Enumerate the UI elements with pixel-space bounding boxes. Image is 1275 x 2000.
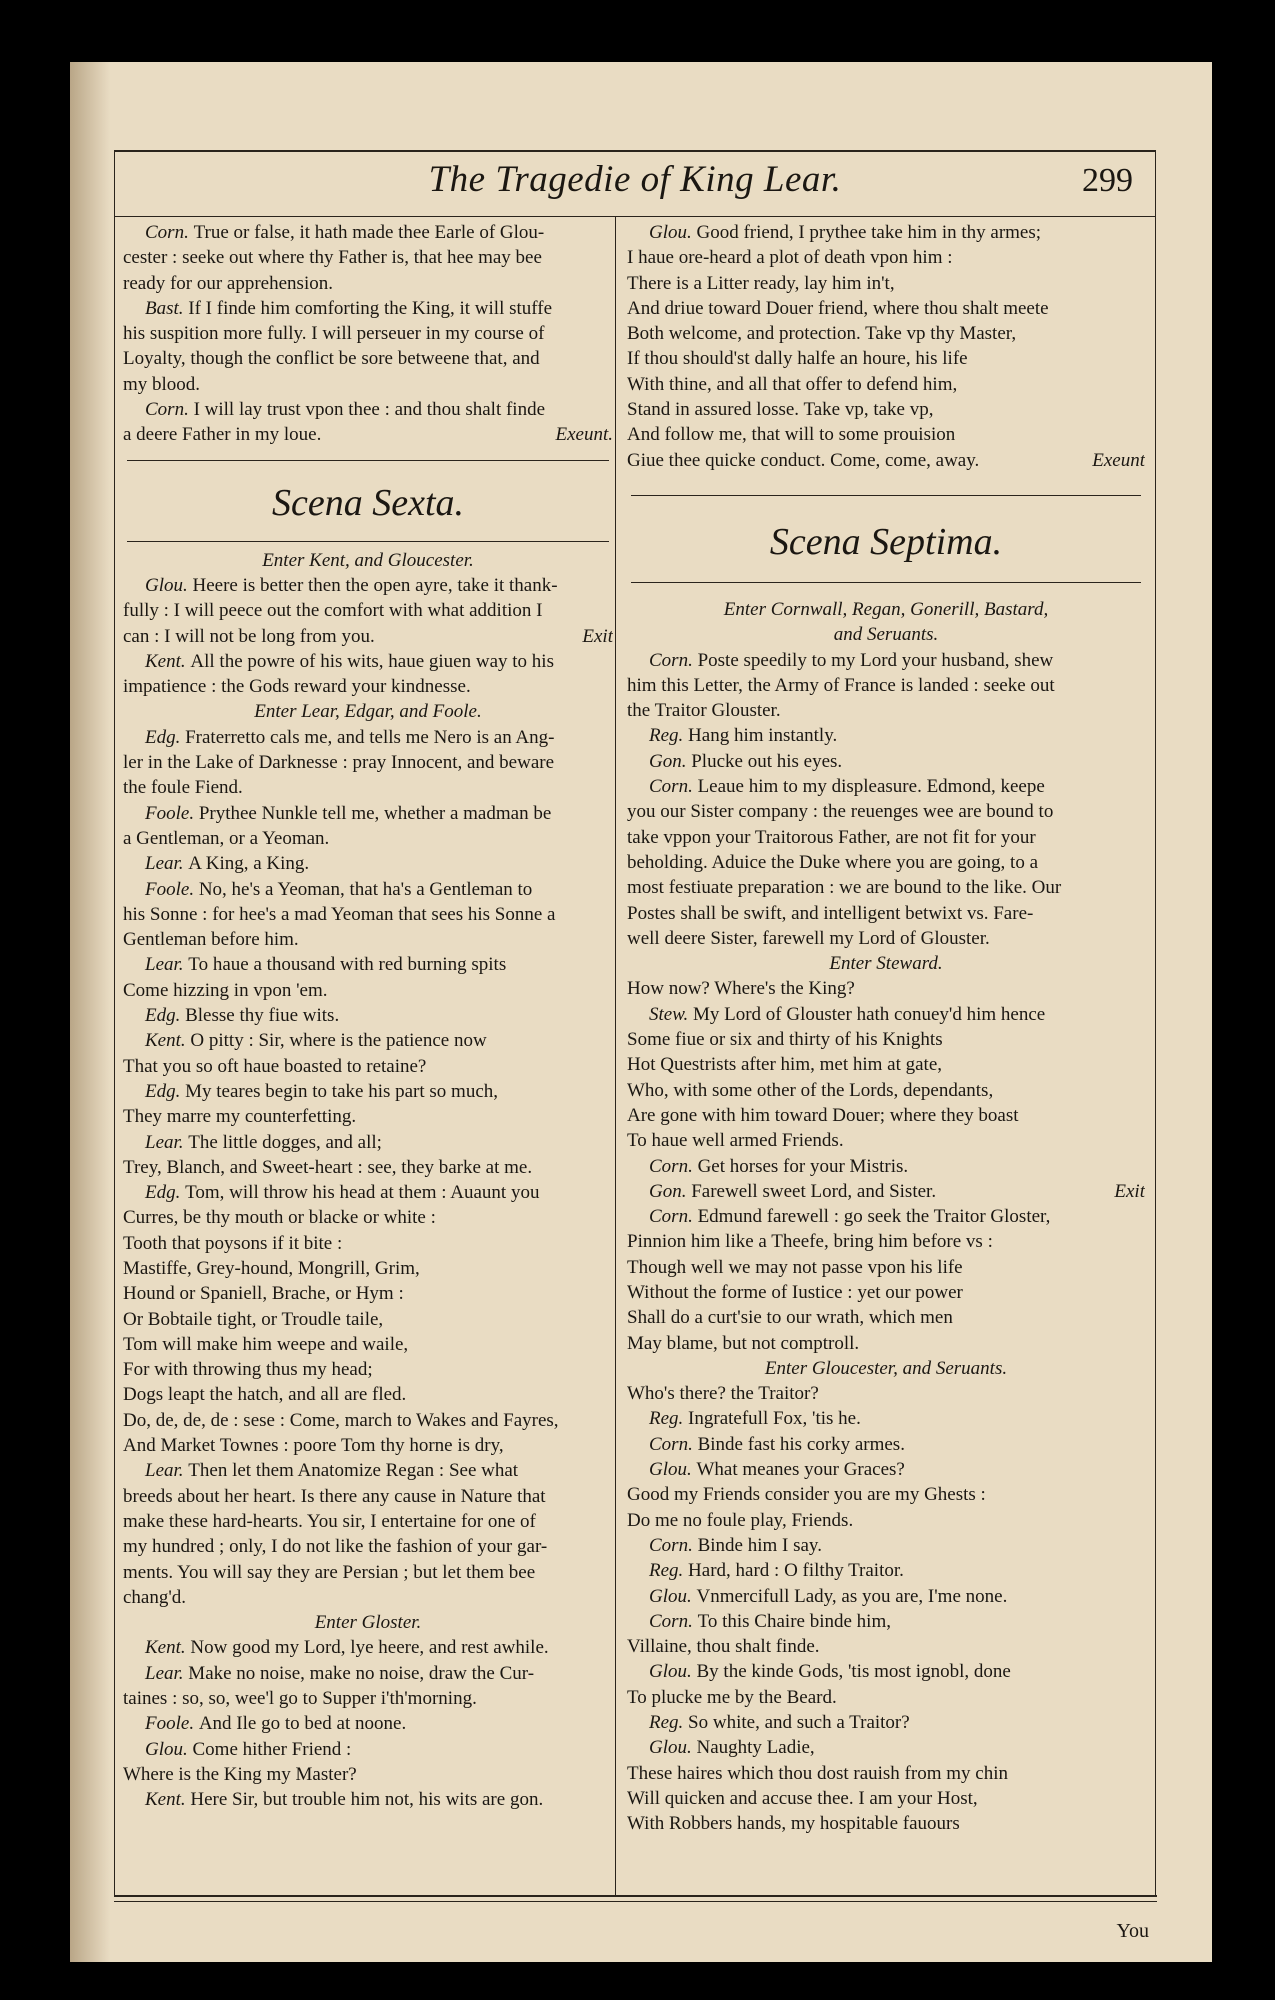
- line-text: chang'd.: [123, 1586, 187, 1608]
- text-line: [627, 1179, 1145, 1204]
- text-line: [627, 1204, 1145, 1229]
- text-line: [627, 1533, 1145, 1558]
- line-text: Naughty Ladie,: [696, 1737, 815, 1759]
- line-text: Binde him I say.: [697, 1534, 822, 1556]
- text-line: [627, 1609, 1145, 1634]
- text-line: [123, 649, 613, 674]
- right-column: [627, 220, 1145, 1837]
- text-line: [123, 674, 613, 699]
- text-line: [123, 725, 613, 750]
- text-line: [123, 952, 613, 977]
- line-text: To this Chaire binde him,: [697, 1610, 891, 1632]
- text-line: [123, 801, 613, 826]
- text-line: [627, 1406, 1145, 1431]
- speaker-prefix: Lear.: [145, 1662, 189, 1684]
- speaker-prefix: Glou.: [145, 574, 193, 596]
- line-text: his Sonne : for hee's a mad Yeoman that sees his Sonne a: [123, 903, 556, 925]
- line-text: taines : so, so, wee'l go to Supper i'th'morning.: [123, 1688, 477, 1710]
- text-line: [123, 1762, 613, 1787]
- text-line: [123, 1357, 613, 1382]
- line-text: I will lay trust vpon thee : and thou shalt finde: [193, 399, 546, 421]
- line-text: May blame, but not comptroll.: [627, 1332, 860, 1354]
- line-text: Tooth that poysons if it bite :: [123, 1232, 343, 1254]
- line-text: Come hither Friend :: [192, 1738, 352, 1760]
- line-text: most festiuate preparation : we are bound to the like. Our: [627, 877, 1062, 899]
- catchword: You: [1116, 1920, 1149, 1942]
- text-line: [627, 296, 1145, 321]
- text-line: [627, 1255, 1145, 1280]
- text-line: [627, 397, 1145, 422]
- line-text: To plucke me by the Beard.: [627, 1686, 837, 1708]
- line-text: And Ile go to bed at noone.: [198, 1713, 407, 1735]
- line-text: What meanes your Graces?: [696, 1459, 905, 1481]
- text-line: [123, 1711, 613, 1736]
- speaker-prefix: Stew.: [649, 1003, 693, 1025]
- speaker-prefix: Glou.: [649, 1585, 697, 1607]
- line-text: Come hizzing in vpon 'em.: [123, 979, 328, 1001]
- line-text: Ingratefull Fox, 'tis he.: [688, 1408, 861, 1430]
- line-text: Binde fast his corky armes.: [697, 1433, 905, 1455]
- running-title: The Tragedie of King Lear.: [428, 159, 842, 200]
- text-line: [627, 1154, 1145, 1179]
- speaker-prefix: Corn.: [145, 222, 194, 243]
- text-line: [123, 1054, 613, 1079]
- text-line: [627, 1128, 1145, 1153]
- text-line: [627, 1280, 1145, 1305]
- text-line: [627, 926, 1145, 951]
- speaker-prefix: Corn.: [649, 1433, 698, 1455]
- text-line: [123, 1509, 613, 1534]
- speaker-prefix: Edg.: [145, 726, 186, 748]
- text-line: [627, 976, 1145, 1001]
- line-text: That you so oft haue boasted to retaine?: [123, 1055, 427, 1077]
- line-text: Are gone with him toward Douer; where they boast: [627, 1104, 1019, 1126]
- page-number: 299: [1082, 162, 1133, 199]
- line-text: his suspition more fully. I will perseuer in my course of: [123, 323, 545, 345]
- text-line: [123, 750, 613, 775]
- line-text: There is a Litter ready, lay him in't,: [627, 272, 895, 294]
- left-block-1: [123, 220, 613, 448]
- text-line: [123, 1281, 613, 1306]
- text-line: [123, 927, 613, 952]
- text-line: [123, 346, 613, 371]
- line-text: Dogs leapt the hatch, and all are fled.: [123, 1384, 407, 1406]
- speaker-prefix: Gon.: [649, 750, 692, 772]
- text-line: [627, 1761, 1145, 1786]
- line-text: Both welcome, and protection. Take vp thy Master,: [627, 323, 1017, 345]
- text-line: [123, 1560, 613, 1585]
- line-text: can : I will not be long from you.: [123, 625, 375, 647]
- text-line: [123, 826, 613, 851]
- line-text: Who, with some other of the Lords, dependants,: [627, 1079, 994, 1101]
- speaker-prefix: Bast.: [145, 297, 189, 319]
- text-line: [627, 1229, 1145, 1254]
- text-line: [123, 851, 613, 876]
- line-text: For with throwing thus my head;: [123, 1359, 373, 1381]
- text-line: [627, 1002, 1145, 1027]
- text-line: [123, 1028, 613, 1053]
- text-line: [123, 1256, 613, 1281]
- line-text: Prythee Nunkle tell me, whether a madman be: [198, 802, 552, 824]
- scene-rule-top: [631, 495, 1141, 496]
- speaker-prefix: Corn.: [649, 649, 698, 671]
- text-line: [123, 296, 613, 321]
- line-text: Tom, will throw his head at them : Auaunt you: [185, 1182, 540, 1204]
- line-text: Hard, hard : O filthy Traitor.: [688, 1560, 904, 1582]
- text-line: [627, 321, 1145, 346]
- line-text: Though well we may not passe vpon his life: [627, 1256, 963, 1278]
- speaker-prefix: Lear.: [145, 1131, 189, 1153]
- speaker-prefix: Foole.: [145, 878, 199, 900]
- text-line: [627, 1027, 1145, 1052]
- line-text: True or false, it hath made thee Earle of Glou-: [193, 222, 545, 243]
- text-line: [627, 1482, 1145, 1507]
- line-text: Curres, be thy mouth or blacke or white :: [123, 1207, 436, 1229]
- line-text: Where is the King my Master?: [123, 1763, 357, 1785]
- speaker-prefix: Kent.: [145, 1030, 191, 1052]
- text-line: [627, 723, 1145, 748]
- text-line: [123, 422, 613, 447]
- line-text: the Traitor Glouster.: [627, 700, 781, 722]
- line-text: Some fiue or six and thirty of his Knights: [627, 1029, 943, 1051]
- line-text: ler in the Lake of Darknesse : pray Innocent, and beware: [123, 752, 555, 774]
- text-line: [627, 1710, 1145, 1735]
- line-text: If I finde him comforting the King, it will stuffe: [188, 297, 553, 319]
- text-line: [123, 1079, 613, 1104]
- line-text: To haue a thousand with red burning spits: [188, 954, 507, 976]
- text-line: [627, 1457, 1145, 1482]
- line-text: ments. You will say they are Persian ; but let them bee: [123, 1561, 536, 1583]
- speaker-prefix: Corn.: [649, 1610, 698, 1632]
- line-text: Fraterretto cals me, and tells me Nero is an Ang-: [185, 726, 555, 748]
- text-line: [123, 397, 613, 422]
- text-line: [123, 1382, 613, 1407]
- line-text: If thou should'st dally halfe an houre, his life: [627, 348, 968, 370]
- text-line: [123, 877, 613, 902]
- text-line: [123, 321, 613, 346]
- line-text: him this Letter, the Army of France is landed : seeke out: [627, 674, 1055, 696]
- speaker-prefix: Lear.: [145, 1460, 189, 1482]
- text-line: [627, 1381, 1145, 1406]
- line-text: And driue toward Douer friend, where thou shalt meete: [627, 297, 1049, 319]
- speaker-prefix: Kent.: [145, 650, 191, 672]
- text-line: [123, 1635, 613, 1660]
- speaker-prefix: Kent.: [145, 1789, 191, 1811]
- line-text: Good my Friends consider you are my Ghests :: [627, 1484, 986, 1506]
- line-text: Do me no foule play, Friends.: [627, 1509, 854, 1531]
- line-text: Hound or Spaniell, Brache, or Hym :: [123, 1283, 404, 1305]
- text-line: [627, 1052, 1145, 1077]
- text-line: [123, 1433, 613, 1458]
- scene-title-septima: Scena Septima.: [769, 520, 1003, 563]
- text-line: [123, 978, 613, 1003]
- line-text: Then let them Anatomize Regan : See what: [188, 1460, 519, 1482]
- line-text: Will quicken and accuse thee. I am your Host,: [627, 1787, 978, 1809]
- line-text: Or Bobtaile tight, or Troudle taile,: [123, 1308, 384, 1330]
- line-text: Villaine, thou shalt finde.: [627, 1636, 820, 1658]
- speaker-prefix: Gon.: [649, 1180, 692, 1202]
- speaker-prefix: Kent.: [145, 1637, 191, 1659]
- text-line: [123, 902, 613, 927]
- column-divider: [615, 217, 616, 1897]
- text-line: [123, 245, 613, 270]
- right-block-2: [627, 597, 1145, 1837]
- line-text: Mastiffe, Grey-hound, Mongrill, Grim,: [123, 1257, 420, 1279]
- text-line: [627, 648, 1145, 673]
- speaker-prefix: Corn.: [649, 1206, 698, 1228]
- line-text: Postes shall be swift, and intelligent betwixt vs. Fare-: [627, 902, 1034, 924]
- speaker-prefix: Glou.: [145, 1738, 193, 1760]
- text-line: [123, 1661, 613, 1686]
- line-text: impatience : the Gods reward your kindnesse.: [123, 676, 471, 698]
- line-text: my hundred ; only, I do not like the fashion of your gar-: [123, 1536, 548, 1558]
- line-text: Gentleman before him.: [123, 929, 299, 951]
- line-text: Pinnion him like a Theefe, bring him before vs :: [627, 1231, 993, 1253]
- line-text: Heere is better then the open ayre, take it thank-: [192, 574, 558, 596]
- stage-direction: Enter Gloster.: [314, 1612, 422, 1634]
- line-text: Make no noise, make no noise, draw the Cur-: [188, 1662, 535, 1684]
- line-text: Who's there? the Traitor?: [627, 1383, 819, 1405]
- line-text: Tom will make him weepe and waile,: [123, 1333, 409, 1355]
- line-text: Plucke out his eyes.: [691, 750, 843, 772]
- exit-direction: Exeunt: [1092, 449, 1145, 471]
- stage-direction: Enter Cornwall, Regan, Gonerill, Bastard,: [723, 598, 1049, 620]
- line-text: And follow me, that will to some prouision: [627, 424, 956, 446]
- text-line: [627, 448, 1145, 473]
- line-text: These haires which thou dost rauish from my chin: [627, 1762, 1008, 1784]
- speaker-prefix: Edg.: [145, 1005, 186, 1027]
- text-line: [123, 1484, 613, 1509]
- left-column: [123, 220, 613, 1813]
- line-text: Leaue him to my displeasure. Edmond, keepe: [697, 776, 1045, 798]
- line-text: Good friend, I prythee take him in thy armes;: [696, 222, 1042, 243]
- line-text: Without the forme of Iustice : yet our power: [627, 1281, 963, 1303]
- line-text: my blood.: [123, 373, 201, 395]
- text-line: [627, 749, 1145, 774]
- text-line: [627, 271, 1145, 296]
- line-text: To haue well armed Friends.: [627, 1130, 844, 1152]
- text-line: [123, 271, 613, 296]
- speaker-prefix: Glou.: [649, 1737, 697, 1759]
- speaker-prefix: Edg.: [145, 1182, 186, 1204]
- text-line: [123, 1332, 613, 1357]
- line-text: My Lord of Glouster hath conuey'd him hence: [692, 1003, 1046, 1025]
- line-text: you our Sister company : the reuenges wee are bound to: [627, 801, 1054, 823]
- text-line: [123, 624, 613, 649]
- line-text: the foule Fiend.: [123, 777, 243, 799]
- line-text: breeds about her heart. Is there any cause in Nature that: [123, 1485, 546, 1507]
- header-rule: [115, 216, 1155, 217]
- line-text: a Gentleman, or a Yeoman.: [123, 827, 330, 849]
- line-text: Shall do a curt'sie to our wrath, which men: [627, 1307, 953, 1329]
- exit-direction: Exit: [582, 625, 613, 647]
- text-line: [123, 220, 613, 245]
- stage-direction: Enter Steward.: [829, 953, 943, 975]
- text-line: [123, 1458, 613, 1483]
- line-text: Trey, Blanch, and Sweet-heart : see, they barke at me.: [123, 1156, 533, 1178]
- line-text: And Market Townes : poore Tom thy horne is dry,: [123, 1435, 504, 1457]
- speaker-prefix: Corn.: [145, 399, 194, 421]
- page-gutter-shadow: [70, 62, 110, 1962]
- speaker-prefix: Corn.: [649, 1534, 698, 1556]
- text-line: [627, 901, 1145, 926]
- text-line: [627, 422, 1145, 447]
- text-line: [123, 372, 613, 397]
- exit-direction: Exeunt.: [555, 424, 613, 446]
- line-text: take vppon your Traitorous Father, are not fit for your: [627, 826, 1036, 848]
- text-line: [627, 673, 1145, 698]
- line-text: They marre my counterfetting.: [123, 1106, 357, 1128]
- line-text: Do, de, de, de : sese : Come, march to Wakes and Fayres,: [123, 1409, 559, 1431]
- text-line: [123, 1408, 613, 1433]
- line-text: How now? Where's the King?: [627, 978, 855, 1000]
- line-text: make these hard-hearts. You sir, I entertaine for one of: [123, 1510, 536, 1532]
- left-block-2: [123, 548, 613, 1813]
- text-line: [627, 1508, 1145, 1533]
- speaker-prefix: Reg.: [649, 1408, 689, 1430]
- line-text: Giue thee quicke conduct. Come, come, away.: [627, 449, 980, 471]
- bottom-rule: [114, 1895, 1157, 1902]
- text-line: [627, 346, 1145, 371]
- text-line: [123, 1787, 613, 1812]
- text-line: [627, 774, 1145, 799]
- text-line: [627, 1331, 1145, 1356]
- scene-rule-bottom: [631, 582, 1141, 583]
- line-text: fully : I will peece out the comfort with what addition I: [123, 600, 543, 622]
- book-page: [70, 62, 1212, 1962]
- text-line: [627, 245, 1145, 270]
- text-line: [627, 220, 1145, 245]
- line-text: The little dogges, and all;: [188, 1131, 382, 1153]
- text-line: [123, 1130, 613, 1155]
- text-line: [627, 1305, 1145, 1330]
- text-line: [627, 372, 1145, 397]
- line-text: Now good my Lord, lye heere, and rest awhile.: [190, 1637, 549, 1659]
- line-text: Hot Questrists after him, met him at gate,: [627, 1054, 943, 1076]
- speaker-prefix: Reg.: [649, 1560, 689, 1582]
- speaker-prefix: Glou.: [649, 1459, 697, 1481]
- text-line: [627, 1659, 1145, 1684]
- text-line: [123, 1180, 613, 1205]
- line-text: Here Sir, but trouble him not, his wits are gon.: [190, 1789, 544, 1811]
- text-line: [123, 1737, 613, 1762]
- text-line: [627, 698, 1145, 723]
- text-line: [627, 1103, 1145, 1128]
- scene-title-sexta: Scena Sexta.: [271, 481, 465, 524]
- text-line: [627, 1685, 1145, 1710]
- right-block-1: [627, 220, 1145, 473]
- text-line: [627, 1584, 1145, 1609]
- text-line: [627, 1811, 1145, 1836]
- speaker-prefix: Foole.: [145, 802, 199, 824]
- stage-direction: and Seruants.: [833, 624, 939, 646]
- line-text: With Robbers hands, my hospitable fauours: [627, 1813, 960, 1835]
- stage-direction: Enter Kent, and Gloucester.: [262, 549, 474, 571]
- line-text: well deere Sister, farewell my Lord of Glouster.: [627, 927, 990, 949]
- speaker-prefix: Reg.: [649, 725, 689, 747]
- text-line: [627, 850, 1145, 875]
- speaker-prefix: Lear.: [145, 954, 189, 976]
- stage-direction: Enter Lear, Edgar, and Foole.: [254, 701, 482, 723]
- line-text: Poste speedily to my Lord your husband, shew: [697, 649, 1054, 671]
- line-text: Loyalty, though the conflict be sore betweene that, and: [123, 348, 540, 370]
- speaker-prefix: Edg.: [145, 1080, 186, 1102]
- text-line: [123, 1307, 613, 1332]
- line-text: beholding. Aduice the Duke where you are going, to a: [627, 851, 1039, 873]
- text-line: [627, 875, 1145, 900]
- text-line: [123, 1104, 613, 1129]
- line-text: Stand in assured losse. Take vp, take vp,: [627, 399, 934, 421]
- text-line: [123, 775, 613, 800]
- scene-rule-top: [127, 460, 609, 461]
- line-text: A King, a King.: [188, 853, 310, 875]
- speaker-prefix: Corn.: [649, 776, 698, 798]
- line-text: Edmund farewell : go seek the Traitor Gloster,: [697, 1206, 1051, 1228]
- text-frame: [114, 150, 1156, 1942]
- text-line: [627, 1078, 1145, 1103]
- line-text: Vnmercifull Lady, as you are, I'me none.: [696, 1585, 1008, 1607]
- speaker-prefix: Foole.: [145, 1713, 199, 1735]
- line-text: ready for our apprehension.: [123, 272, 333, 294]
- speaker-prefix: Reg.: [649, 1712, 689, 1734]
- text-line: [627, 1634, 1145, 1659]
- text-line: [123, 1003, 613, 1028]
- line-text: Farewell sweet Lord, and Sister.: [691, 1180, 937, 1202]
- text-line: [123, 1205, 613, 1230]
- speaker-prefix: Glou.: [649, 1661, 697, 1683]
- text-line: [627, 1786, 1145, 1811]
- stage-direction: Enter Gloucester, and Seruants.: [764, 1357, 1008, 1379]
- line-text: Get horses for your Mistris.: [697, 1155, 909, 1177]
- line-text: By the kinde Gods, 'tis most ignobl, done: [696, 1661, 1011, 1683]
- text-line: [627, 1432, 1145, 1457]
- text-line: [123, 573, 613, 598]
- line-text: Hang him instantly.: [688, 725, 838, 747]
- line-text: I haue ore-heard a plot of death vpon him :: [627, 247, 953, 269]
- line-text: Blesse thy fiue wits.: [185, 1005, 340, 1027]
- text-line: [123, 1686, 613, 1711]
- line-text: No, he's a Yeoman, that ha's a Gentleman to: [198, 878, 533, 900]
- line-text: So white, and such a Traitor?: [688, 1712, 910, 1734]
- line-text: a deere Father in my loue.: [123, 424, 322, 446]
- speaker-prefix: Glou.: [649, 222, 697, 243]
- text-line: [627, 825, 1145, 850]
- text-line: [627, 1735, 1145, 1760]
- line-text: My teares begin to take his part so much,: [185, 1080, 499, 1102]
- line-text: O pitty : Sir, where is the patience now: [190, 1030, 487, 1052]
- text-line: [123, 1155, 613, 1180]
- text-line: [627, 1558, 1145, 1583]
- line-text: With thine, and all that offer to defend him,: [627, 373, 958, 395]
- speaker-prefix: Corn.: [649, 1155, 698, 1177]
- text-line: [123, 598, 613, 623]
- line-text: cester : seeke out where thy Father is, that hee may bee: [123, 247, 542, 269]
- text-line: [123, 1585, 613, 1610]
- text-line: [123, 1231, 613, 1256]
- text-line: [627, 799, 1145, 824]
- speaker-prefix: Lear.: [145, 853, 189, 875]
- scene-rule-bottom: [127, 541, 609, 542]
- exit-direction: Exit: [1114, 1180, 1145, 1202]
- line-text: All the powre of his wits, haue giuen way to his: [190, 650, 554, 672]
- text-line: [123, 1534, 613, 1559]
